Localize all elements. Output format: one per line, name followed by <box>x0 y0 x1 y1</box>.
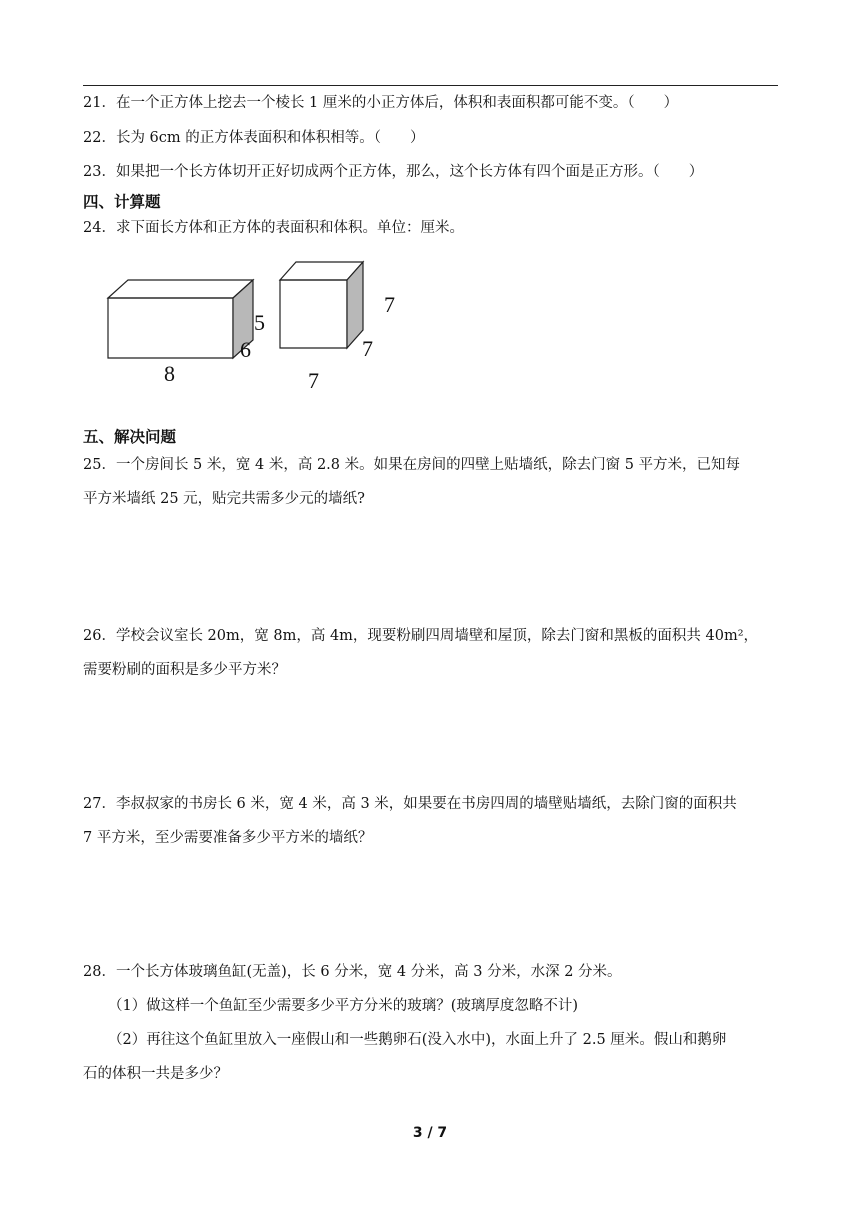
cube-depth-label: 7 <box>362 336 373 361</box>
question-28-part-2-line-2: 石的体积一共是多少？ <box>83 1066 228 1082</box>
question-26-line-2: 需要粉刷的面积是多少平方米？ <box>83 662 286 678</box>
question-27-line-1: 27．李叔叔家的书房长 6 米，宽 4 米，高 3 米，如果要在书房四周的墙壁贴墙纸，去除门窗的面积共 <box>83 796 737 812</box>
cube-front-face <box>280 280 347 348</box>
cuboid-cube-figure <box>100 250 420 400</box>
page-number: 3 / 7 <box>412 1125 448 1141</box>
question-25-line-2: 平方米墙纸 25 元，贴完共需多少元的墙纸? <box>83 491 365 507</box>
question-25-line-1: 25．一个房间长 5 米，宽 4 米，高 2.8 米。如果在房间的四壁上贴墙纸，除去门窗 5 平方米，已知每 <box>83 457 741 473</box>
question-28-part-1: （1）做这样一个鱼缸至少需要多少平方分米的玻璃？(玻璃厚度忽略不计) <box>108 998 579 1014</box>
section-5-title: 五、解决问题 <box>83 428 177 446</box>
cube-side-face <box>347 262 363 348</box>
question-28: 28．一个长方体玻璃鱼缸(无盖)，长 6 分米，宽 4 分米，高 3 分米，水深 2 分米。 <box>83 964 622 980</box>
cube-length-label: 7 <box>308 368 319 393</box>
cuboid-length-label: 8 <box>164 361 175 386</box>
question-26-line-1: 26．学校会议室长 20m，宽 8m，高 4m，现要粉刷四周墙壁和屋顶，除去门窗和黑板的面积共 40m²， <box>83 628 759 644</box>
question-22: 22．长为 6cm 的正方体表面积和体积相等。（ ） <box>83 130 425 146</box>
cuboid-height-label: 5 <box>254 310 265 335</box>
cuboid-front-face <box>108 298 233 358</box>
cuboid-top-face <box>108 280 253 298</box>
question-27-line-2: 7 平方米，至少需要准备多少平方米的墙纸？ <box>83 830 373 846</box>
question-28-part-2-line-1: （2）再往这个鱼缸里放入一座假山和一些鹅卵石(没入水中)，水面上升了 2.5 厘米。假山和鹅卵 <box>108 1032 727 1048</box>
header-rule <box>83 85 778 86</box>
question-24: 24．求下面长方体和正方体的表面积和体积。单位：厘米。 <box>83 220 464 236</box>
section-4-title: 四、计算题 <box>83 193 161 211</box>
question-21: 21．在一个正方体上挖去一个棱长 1 厘米的小正方体后，体积和表面积都可能不变。（ ） <box>83 95 679 111</box>
question-23: 23．如果把一个长方体切开正好切成两个正方体，那么，这个长方体有四个面是正方形。（ ） <box>83 164 704 180</box>
cuboid-width-label: 6 <box>240 337 251 362</box>
cube-height-label: 7 <box>384 292 395 317</box>
